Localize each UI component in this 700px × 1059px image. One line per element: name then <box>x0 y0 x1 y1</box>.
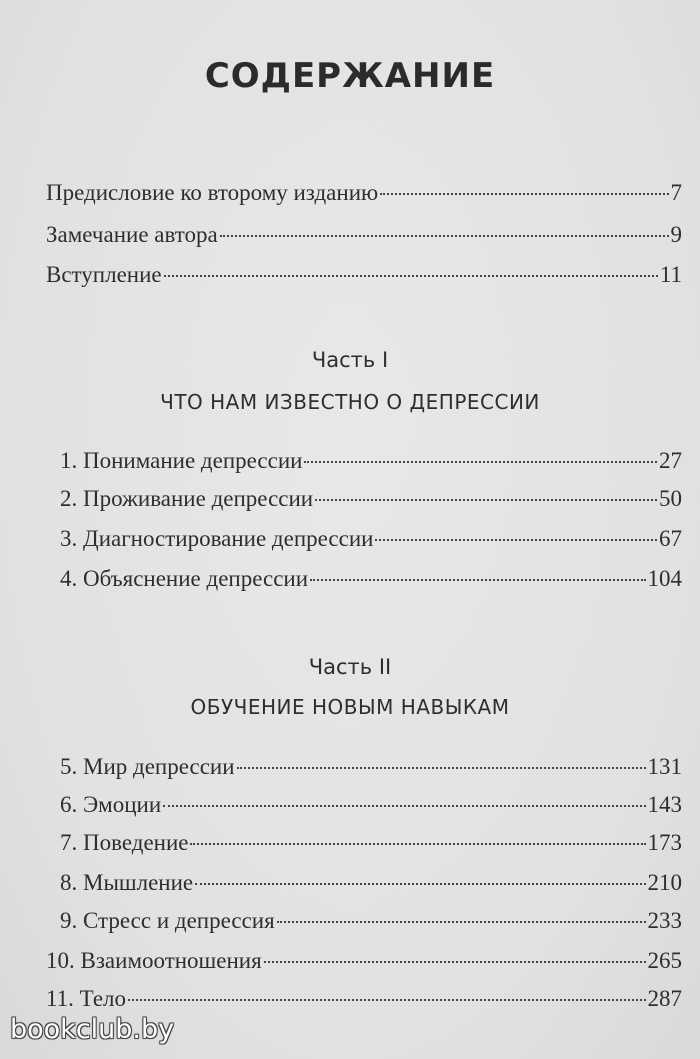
watermark-text: bookclub.by <box>10 1014 175 1045</box>
toc-entry-page: 131 <box>647 754 682 779</box>
page-title: СОДЕРЖАНИЕ <box>204 56 496 96</box>
toc-entry-label: 8. Мышление <box>60 870 194 895</box>
toc-leader-dots <box>375 539 657 541</box>
toc-entry-label: 7. Поведение <box>60 830 189 855</box>
toc-entry <box>46 948 682 974</box>
toc-entry-page: 210 <box>647 870 682 895</box>
toc-entry <box>60 870 682 896</box>
toc-entry-label: 10. Взаимоотношения <box>46 948 262 973</box>
toc-entry <box>46 222 682 248</box>
toc-leader-dots <box>164 275 658 277</box>
part-2-title: ОБУЧЕНИЕ НОВЫМ НАВЫКАМ <box>190 695 510 719</box>
toc-entry <box>46 986 682 1012</box>
toc-entry <box>60 830 682 856</box>
part-2-number: Часть II <box>308 655 392 679</box>
toc-entry-label: 3. Диагностирование депрессии <box>60 526 374 551</box>
toc-entry-page: 7 <box>670 180 682 205</box>
part-1-title: ЧТО НАМ ИЗВЕСТНО О ДЕПРЕССИИ <box>160 390 540 414</box>
toc-entry-page: 173 <box>647 830 682 855</box>
toc-entry <box>60 792 682 818</box>
toc-leader-dots <box>315 499 657 501</box>
toc-entry-page: 11 <box>659 262 682 287</box>
toc-entry-page: 104 <box>647 566 682 591</box>
toc-entry-label: Предисловие ко второму изданию <box>46 180 379 205</box>
toc-leader-dots <box>195 883 645 885</box>
toc-entry <box>46 262 682 288</box>
toc-entry <box>60 448 682 474</box>
toc-entry-page: 287 <box>647 986 682 1011</box>
toc-entry-page: 67 <box>659 526 682 551</box>
toc-leader-dots <box>310 579 645 581</box>
toc-entry-page: 233 <box>647 908 682 933</box>
toc-entry-label: Замечание автора <box>46 222 218 247</box>
toc-entry-page: 27 <box>659 448 682 473</box>
toc-entry-page: 143 <box>647 792 682 817</box>
toc-entry-label: 1. Понимание депрессии <box>60 448 303 473</box>
toc-entry-label: Вступление <box>46 262 162 287</box>
toc-entry-page: 9 <box>670 222 682 247</box>
toc-entry-label: 2. Проживание депрессии <box>60 486 314 511</box>
toc-entry <box>46 180 682 206</box>
toc-leader-dots <box>220 235 669 237</box>
toc-leader-dots <box>304 461 657 463</box>
toc-leader-dots <box>190 843 645 845</box>
toc-entry <box>60 908 682 934</box>
toc-entry <box>60 754 682 780</box>
toc-entry-label: 6. Эмоции <box>60 792 162 817</box>
toc-entry-page: 265 <box>647 948 682 973</box>
toc-entry-label: 11. Тело <box>46 986 127 1011</box>
part-1-number: Часть I <box>311 348 389 372</box>
toc-entry-page: 50 <box>659 486 682 511</box>
toc-leader-dots <box>237 767 646 769</box>
toc-entry-label: 4. Объяснение депрессии <box>60 566 309 591</box>
toc-leader-dots <box>380 193 668 195</box>
toc-entry <box>60 486 682 512</box>
toc-leader-dots <box>128 999 645 1001</box>
toc-leader-dots <box>163 805 645 807</box>
toc-entry-label: 5. Мир депрессии <box>60 754 235 779</box>
toc-leader-dots <box>264 961 646 963</box>
toc-entry <box>60 526 682 552</box>
toc-entry <box>60 566 682 592</box>
toc-entry-label: 9. Стресс и депрессия <box>60 908 275 933</box>
toc-leader-dots <box>277 921 646 923</box>
